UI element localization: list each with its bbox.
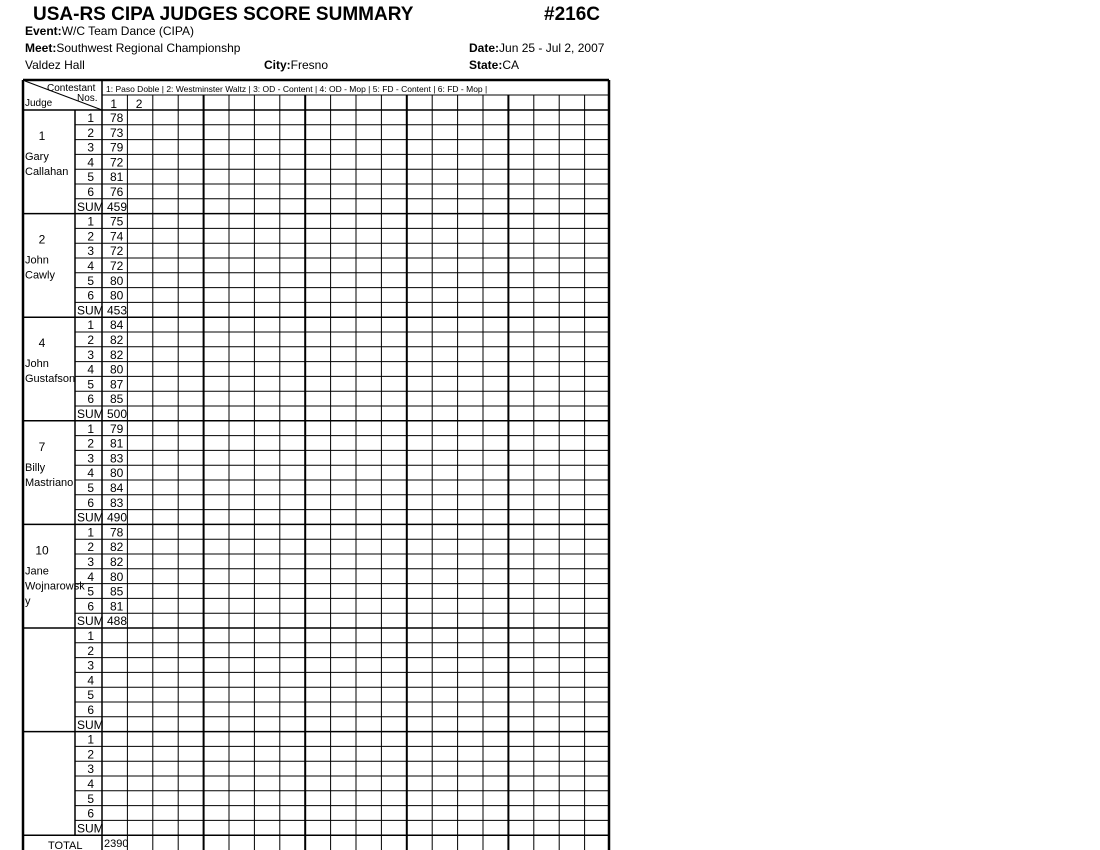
sum-label: SUM xyxy=(77,199,104,214)
score-value: 82 xyxy=(110,555,124,569)
row-number: 3 xyxy=(87,244,94,259)
row-number: 6 xyxy=(87,185,94,199)
total-label: TOTAL xyxy=(48,840,83,850)
row-number: 2 xyxy=(87,125,94,140)
row-number: 5 xyxy=(87,273,94,288)
total-value: 2390 xyxy=(104,838,129,850)
judge-name: John xyxy=(25,358,49,371)
corner-nos-label: Nos. xyxy=(77,93,98,104)
row-number: 4 xyxy=(87,569,94,584)
state-label: State: xyxy=(469,58,503,72)
sum-value: 490 xyxy=(107,510,128,525)
score-value: 73 xyxy=(110,125,124,140)
score-value: 79 xyxy=(110,421,124,436)
row-number: 5 xyxy=(87,170,94,185)
judge-number: 1 xyxy=(38,129,46,143)
score-value: 78 xyxy=(110,111,124,125)
sum-label: SUM xyxy=(77,510,104,525)
row-number: 1 xyxy=(87,629,94,643)
score-value: 74 xyxy=(110,229,124,244)
event-value: W/C Team Dance (CIPA) xyxy=(61,24,194,38)
judge-name: Wojnarowsk xyxy=(25,580,85,593)
score-value: 80 xyxy=(110,466,124,481)
score-value: 81 xyxy=(110,599,124,614)
sum-label: SUM xyxy=(77,717,104,732)
sum-label: SUM xyxy=(77,303,104,318)
row-number: 2 xyxy=(87,229,94,244)
date-value: Jun 25 - Jul 2, 2007 xyxy=(499,41,605,55)
row-number: 1 xyxy=(87,214,94,229)
row-number: 6 xyxy=(87,495,94,510)
sum-label: SUM xyxy=(77,407,104,421)
row-number: 5 xyxy=(87,688,94,703)
segments-header: 1: Paso Doble | 2: Westminster Waltz | 3: OD - Content | 4: OD - Mop | 5: FD - Content | 6: FD - Mop | xyxy=(106,84,488,94)
corner-contestant-label: Contestant xyxy=(47,83,96,94)
contestant-number: 1 xyxy=(110,97,118,111)
judge-name: Cawly xyxy=(25,269,55,282)
judge-name: John xyxy=(25,254,49,267)
row-number: 1 xyxy=(87,732,94,747)
score-value: 80 xyxy=(110,362,124,377)
score-value: 84 xyxy=(110,318,124,333)
score-value: 82 xyxy=(110,347,124,362)
row-number: 5 xyxy=(87,481,94,495)
date-label: Date: xyxy=(469,41,500,55)
sheet-code: #216C xyxy=(544,4,600,25)
sum-label: SUM xyxy=(77,821,104,836)
judge-number: 2 xyxy=(38,232,46,247)
sheet-title: USA-RS CIPA JUDGES SCORE SUMMARY xyxy=(33,4,414,25)
score-value: 85 xyxy=(110,584,124,599)
score-value: 72 xyxy=(110,155,124,170)
sum-label: SUM xyxy=(77,614,104,629)
row-number: 2 xyxy=(87,333,94,347)
judge-number: 4 xyxy=(38,336,46,351)
score-value: 80 xyxy=(110,273,124,288)
row-number: 1 xyxy=(87,525,94,540)
judge-number: 7 xyxy=(38,439,46,454)
venue: Valdez Hall xyxy=(25,58,85,72)
row-number: 4 xyxy=(87,466,94,481)
row-number: 1 xyxy=(87,111,94,125)
score-value: 78 xyxy=(110,525,124,540)
state-value: CA xyxy=(502,58,520,72)
score-value: 84 xyxy=(110,481,124,495)
meet-label: Meet: xyxy=(25,41,57,55)
score-value: 72 xyxy=(110,244,124,259)
score-value: 76 xyxy=(110,185,124,199)
row-number: 5 xyxy=(87,791,94,806)
row-number: 5 xyxy=(87,377,94,392)
contestant-number: 2 xyxy=(135,97,143,111)
row-number: 4 xyxy=(87,673,94,688)
row-number: 4 xyxy=(87,362,94,377)
sum-value: 488 xyxy=(107,614,128,629)
row-number: 4 xyxy=(87,259,94,273)
judge-name: Billy xyxy=(25,461,46,474)
sum-value: 459 xyxy=(107,199,128,214)
score-value: 83 xyxy=(110,495,124,510)
event-label: Event: xyxy=(25,24,62,38)
row-number: 1 xyxy=(87,318,94,333)
score-value: 80 xyxy=(110,288,124,303)
row-number: 6 xyxy=(87,599,94,614)
sum-value: 500 xyxy=(107,407,128,421)
row-number: 3 xyxy=(87,555,94,569)
judge-name: Gary xyxy=(25,151,49,163)
score-value: 82 xyxy=(110,333,124,347)
judge-name: Mastriano xyxy=(25,476,74,489)
city-value: Fresno xyxy=(290,58,329,72)
score-value: 79 xyxy=(110,140,124,155)
corner-judge-label: Judge xyxy=(25,98,53,109)
score-value: 80 xyxy=(110,569,124,584)
score-value: 85 xyxy=(110,392,124,407)
row-number: 4 xyxy=(87,777,94,791)
score-value: 75 xyxy=(110,214,124,229)
row-number: 6 xyxy=(87,392,94,407)
score-value: 81 xyxy=(110,170,124,185)
city-label: City: xyxy=(264,58,291,72)
judge-name: Gustafson xyxy=(25,373,76,386)
row-number: 6 xyxy=(87,806,94,821)
row-number: 1 xyxy=(87,421,94,436)
score-value: 72 xyxy=(110,259,124,273)
row-number: 5 xyxy=(87,584,94,599)
score-value: 83 xyxy=(110,451,124,466)
judge-name: y xyxy=(25,595,31,608)
judge-name: Jane xyxy=(25,565,49,578)
score-value: 81 xyxy=(110,436,124,451)
row-number: 6 xyxy=(87,703,94,717)
row-number: 3 xyxy=(87,658,94,673)
row-number: 3 xyxy=(87,451,94,466)
row-number: 2 xyxy=(87,436,94,451)
judge-number: 10 xyxy=(35,543,49,558)
score-value: 82 xyxy=(110,540,124,555)
judge-name: Callahan xyxy=(25,166,69,178)
row-number: 4 xyxy=(87,155,94,170)
sum-value: 453 xyxy=(107,303,128,318)
score-value: 87 xyxy=(110,377,124,392)
row-number: 2 xyxy=(87,540,94,555)
row-number: 3 xyxy=(87,140,94,155)
row-number: 6 xyxy=(87,288,94,303)
row-number: 3 xyxy=(87,762,94,777)
row-number: 2 xyxy=(87,643,94,658)
row-number: 2 xyxy=(87,747,94,762)
meet-value: Southwest Regional Championshp xyxy=(56,41,241,55)
row-number: 3 xyxy=(87,347,94,362)
